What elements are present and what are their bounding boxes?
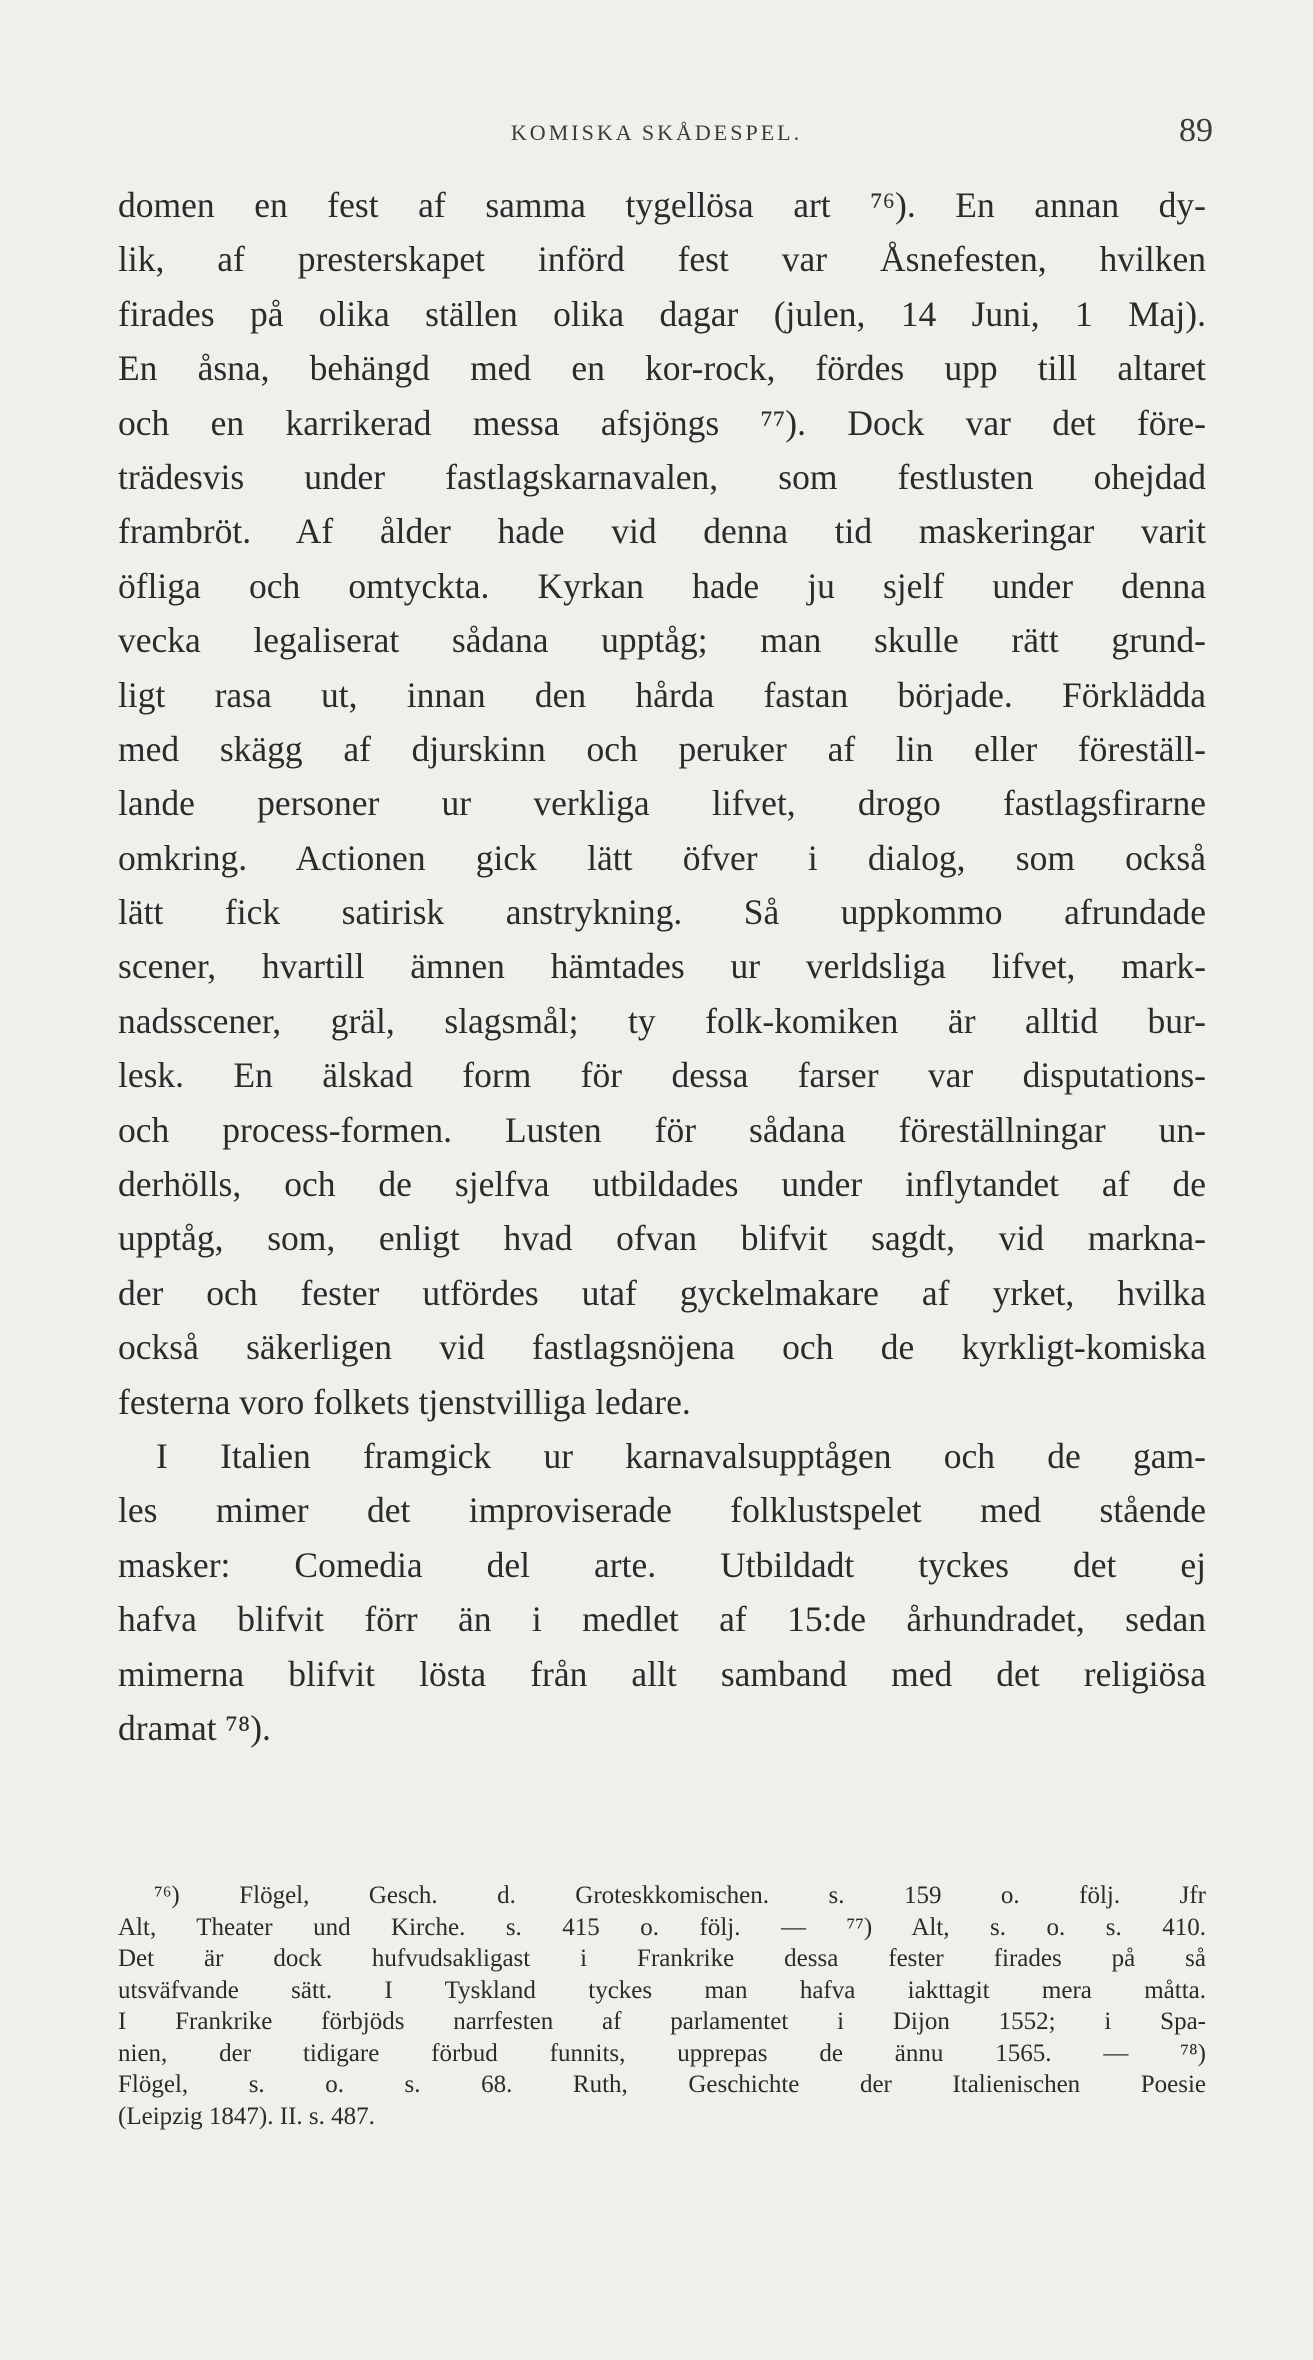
text-line: lande personer ur verkliga lifvet, drogo fastlagsfirarne [118,783,1206,824]
footnotes [118,1880,1206,2132]
footnote-line: utsväfvande sätt. I Tyskland tyckes man hafva iakttagit mera måtta. [118,1976,1206,2004]
text-line: och process-formen. Lusten för sådana föreställningar un- [118,1109,1206,1150]
text-line: hafva blifvit förr än i medlet af 15:de århundradet, sedan [118,1599,1206,1640]
text-line: En åsna, behängd med en kor-rock, fördes upp till altaret [118,348,1206,389]
text-line: och en karrikerad messa afsjöngs ⁷⁷). Dock var det före- [118,402,1206,443]
text-line: upptåg, som, enligt hvad ofvan blifvit sagdt, vid markna- [118,1218,1206,1259]
text-line: lätt fick satirisk anstrykning. Så uppkommo afrundade [118,892,1206,933]
text-line: ligt rasa ut, innan den hårda fastan började. Förklädda [118,674,1206,715]
footnote-line: (Leipzig 1847). II. s. 487. [118,2102,375,2130]
text-line: dramat ⁷⁸). [118,1707,271,1748]
footnote-line: ⁷⁶) Flögel, Gesch. d. Groteskkomischen. s. 159 o. följ. Jfr [154,1882,1206,1909]
text-line: les mimer det improviserade folklustspelet med stående [118,1490,1206,1531]
footnote-line: Flögel, s. o. s. 68. Ruth, Geschichte der Italienischen Poesie [118,2071,1206,2098]
text-line: lik, af presterskapet införd fest var Åsnefesten, hvilken [118,239,1206,280]
text-line: masker: Comedia del arte. Utbildadt tyckes det ej [118,1544,1206,1585]
page-number: 89 [1179,112,1213,149]
text-line: der och fester utfördes utaf gyckelmakare af yrket, hvilka [118,1272,1206,1313]
text-line: nadsscener, gräl, slagsmål; ty folk-komiken är alltid bur- [118,1000,1206,1041]
text-line: firades på olika ställen olika dagar (julen, 14 Juni, 1 Maj). [118,293,1206,334]
footnote-line: nien, der tidigare förbud funnits, upprepas de ännu 1565. — ⁷⁸) [118,2039,1206,2067]
text-line: med skägg af djurskinn och peruker af lin eller föreställ- [118,728,1206,769]
text-line: mimerna blifvit lösta från allt samband med det religiösa [118,1653,1206,1694]
text-line: omkring. Actionen gick lätt öfver i dialog, som också [118,837,1206,878]
text-line: också säkerligen vid fastlagsnöjena och de kyrkligt-komiska [118,1327,1206,1368]
footnote-line: I Frankrike förbjöds narrfesten af parlamentet i Dijon 1552; i Spa- [118,2008,1206,2035]
body-text [118,178,1206,1755]
text-line: derhölls, och de sjelfva utbildades under inflytandet af de [118,1164,1206,1205]
text-line: lesk. En älskad form för dessa farser var disputations- [118,1055,1206,1096]
footnote-line: Alt, Theater und Kirche. s. 415 o. följ. — ⁷⁷) Alt, s. o. s. 410. [118,1913,1206,1941]
text-line: öfliga och omtyckta. Kyrkan hade ju sjelf under denna [118,565,1206,606]
text-line: frambröt. Af ålder hade vid denna tid maskeringar varit [118,511,1206,552]
text-line: trädesvis under fastlagskarnavalen, som festlusten ohejdad [118,456,1206,497]
text-line: vecka legaliserat sådana upptåg; man skulle rätt grund- [118,620,1206,661]
footnote-line: Det är dock hufvudsakligast i Frankrike dessa fester firades på så [118,1945,1206,1972]
text-line: domen en fest af samma tygellösa art ⁷⁶). En annan dy- [118,185,1206,225]
running-head [0,112,1313,152]
text-line: festerna voro folkets tjenstvilliga ledare. [118,1381,691,1422]
running-title: KOMISKA SKÅDESPEL. [510,120,803,145]
text-line: I Italien framgick ur karnavalsupptågen och de gam- [156,1435,1206,1476]
text-line: scener, hvartill ämnen hämtades ur verldsliga lifvet, mark- [118,946,1206,987]
